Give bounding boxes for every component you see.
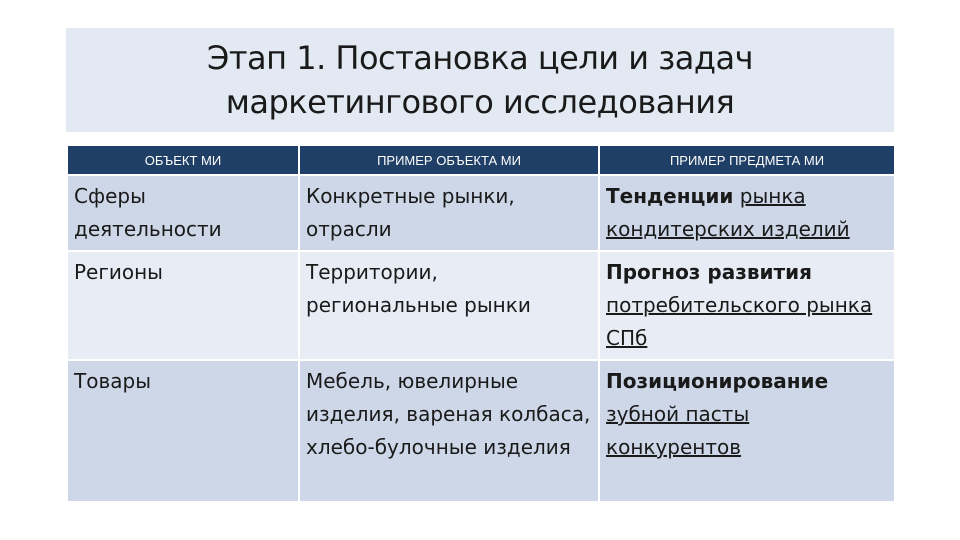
cell-object: Товары (67, 360, 299, 502)
cell-subject (599, 175, 895, 251)
cell-example: Территории, региональные рынки (299, 251, 599, 360)
table-row (67, 251, 895, 360)
subject-bold: Прогноз развития (606, 260, 812, 284)
slide-title (207, 36, 753, 124)
subject-bold: Тенденции (606, 184, 734, 208)
cell-object: Регионы (67, 251, 299, 360)
title-line-2: маркетингового исследования (225, 83, 735, 121)
cell-object: Сферы деятельности (67, 175, 299, 251)
subject-link[interactable]: зубной пасты конкурентов (606, 402, 750, 459)
cell-subject (599, 360, 895, 502)
cell-subject (599, 251, 895, 360)
title-box (66, 28, 894, 132)
subject-link[interactable]: потребительского рынка СПб (606, 293, 873, 350)
header-subject-example: ПРИМЕР ПРЕДМЕТА МИ (599, 145, 895, 175)
table-header-row (67, 145, 895, 175)
header-object-example: ПРИМЕР ОБЪЕКТА МИ (299, 145, 599, 175)
subject-link[interactable]: рынка кондитерских изделий (606, 184, 850, 241)
subject-bold: Позиционирование (606, 369, 829, 393)
title-line-1: Этап 1. Постановка цели и задач (207, 39, 753, 77)
cell-example: Конкретные рынки, отрасли (299, 175, 599, 251)
research-table (66, 144, 896, 503)
table-row (67, 360, 895, 502)
cell-example: Мебель, ювелирные изделия, вареная колбаса, хлебо-булочные изделия (299, 360, 599, 502)
header-object: ОБЪЕКТ МИ (67, 145, 299, 175)
table-row (67, 175, 895, 251)
